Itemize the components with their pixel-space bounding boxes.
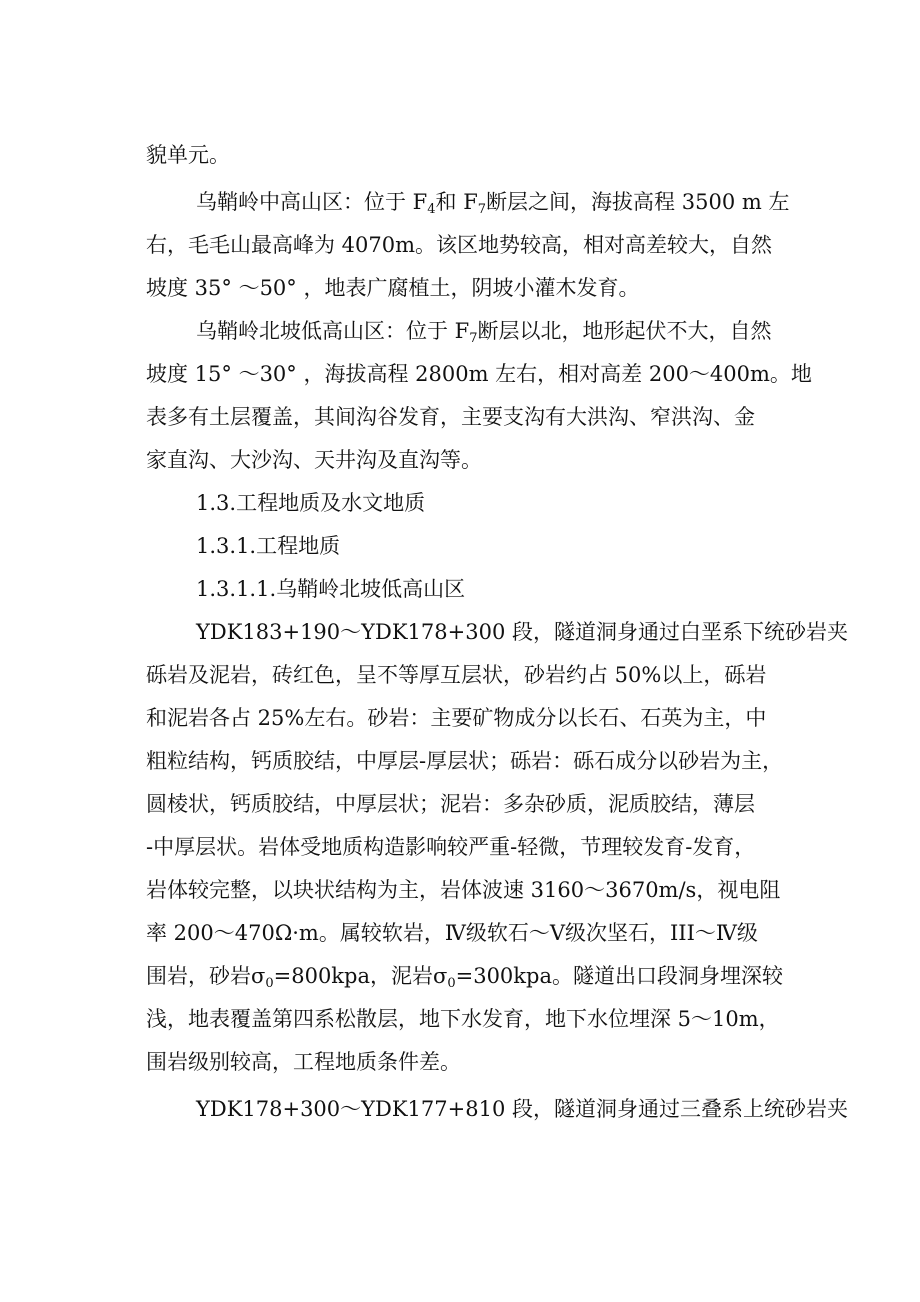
text-line: 砾岩及泥岩，砖红色，呈不等厚互层状，砂岩约占 50%以上，砾岩 — [146, 663, 767, 687]
text-line: YDK183+190～YDK178+300 段，隧道洞身通过白垩系下统砂岩夹 — [196, 620, 848, 644]
text-line: 貌单元。 — [146, 143, 230, 167]
text-line: 坡度 15° ～30° ，海拔高程 2800m 左右，相对高差 200～400m。地 — [146, 362, 812, 386]
text-line: YDK178+300～YDK177+810 段，隧道洞身通过三叠系上统砂岩夹 — [196, 1097, 848, 1121]
text-line: 乌鞘岭北坡低高山区：位于 $F_7$断层以北，地形起伏不大，自然 — [196, 319, 772, 346]
text-line: 浅，地表覆盖第四系松散层，地下水发育，地下水位埋深 5～10m， — [146, 1007, 780, 1031]
text-line: 率 200～470Ω·m。属较软岩，Ⅳ级软石～Ⅴ级次坚石，III～Ⅳ级 — [146, 921, 758, 945]
text-line: 家直沟、大沙沟、天井沟及直沟等。 — [146, 448, 482, 472]
text-line: 右，毛毛山最高峰为 4070m。该区地势较高，相对高差较大，自然 — [146, 233, 773, 257]
text-line: -中厚层状。岩体受地质构造影响较严重-轻微，节理较发育-发育， — [146, 835, 756, 859]
text-line: 岩体较完整，以块状结构为主，岩体波速 3160～3670m/s，视电阻 — [146, 878, 781, 902]
text-line: 乌鞘岭中高山区：位于 $F_4$和 $F_7$断层之间，海拔高程 3500 m 左 — [196, 190, 790, 217]
text-line: 粗粒结构，钙质胶结，中厚层-厚层状；砾岩：砾石成分以砂岩为主， — [146, 749, 784, 773]
text-line: 圆棱状，钙质胶结，中厚层状；泥岩：多杂砂质，泥质胶结，薄层 — [146, 792, 755, 816]
section-heading: 1.3.1.工程地质 — [196, 534, 341, 558]
text-line: 围岩级别较高，工程地质条件差。 — [146, 1050, 461, 1074]
text-line: 坡度 35° ～50° ，地表广腐植土，阴坡小灌木发育。 — [146, 276, 640, 300]
section-heading: 1.3.1.1.乌鞘岭北坡低高山区 — [196, 577, 466, 601]
text-line: 表多有土层覆盖，其间沟谷发育，主要支沟有大洪沟、窄洪沟、金 — [146, 405, 755, 429]
text-line: 围岩，砂岩$\sigma_0=800kpa$，泥岩$\sigma_0=300kpa$。隧道出口段洞身埋深较 — [146, 964, 783, 991]
text-line: 和泥岩各占 25%左右。砂岩：主要矿物成分以长石、石英为主，中 — [146, 706, 767, 730]
section-heading: 1.3.工程地质及水文地质 — [196, 491, 426, 515]
